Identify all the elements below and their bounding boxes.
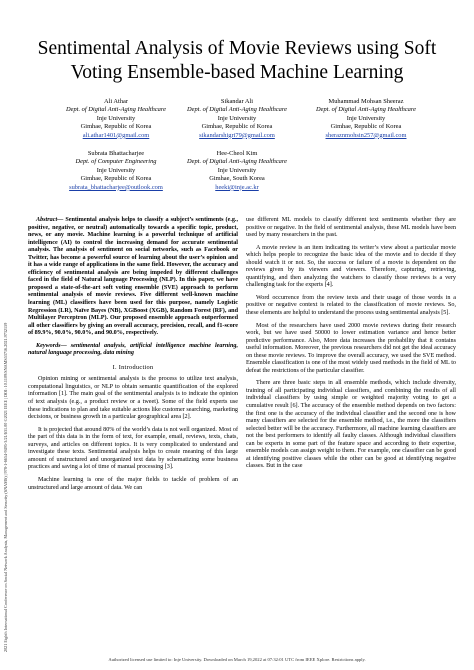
author-location: Gimhae, Republic of Korea <box>80 175 152 183</box>
author-university: Inje University <box>217 114 257 122</box>
author-university: Inje University <box>96 114 136 122</box>
body-paragraph: Word occurrence from the review texts and their usage of those words in a positive or negative context is related to the classification of movie reviews. So, these elements are helpful to understand the process using sentimental analysis [5]. <box>246 294 456 317</box>
author-location: Gimhae, Republic of Korea <box>80 123 152 131</box>
body-paragraph: Opinion mining or sentimental analysis is the process to utilize text analysis, computational linguistics, or NLP to obtain semantic quantification of the explored information [1]. The main goal of the sentimental analysis is to indicate the opinion of text analysis (e.g., a product review or a tweet). Some of the field experts use these indications to plan and take suitable actions like customer searching, marketing decisions, or business growth in a particular geographical area [2]. <box>28 376 238 421</box>
author-email-link[interactable]: subrata_bhattacharjee@outlook.com <box>69 183 163 191</box>
author-university: Inje University <box>96 166 136 174</box>
author-location: Gimhae, South Korea <box>209 175 265 183</box>
abstract-lead: Abstract— <box>36 217 64 223</box>
author-block <box>167 150 307 192</box>
paper-title: Sentimental Analysis of Movie Reviews using Soft Voting Ensemble-based Machine Learning <box>37 38 437 83</box>
body-paragraph: Machine learning is one of the major fields to tackle of problem of an unstructured and large amount of data. We can <box>28 476 238 491</box>
author-block <box>46 98 186 140</box>
author-location: Gimhae, Republic of Korea <box>201 123 273 131</box>
body-paragraph: A movie review is an item indicating its writer’s view about a particular movie which helps people to recognize the basic idea of the movie and to decide if they should watch it or not. So, the success or failure of a movie is dependent on the reviews given by its viewers and viewers. Therefore, capturing, retrieving, quantifying, and then analyzing the watchers to classify those reviews is a very challenging task for the experts [4]. <box>246 244 456 289</box>
body-paragraph: It is projected that around 80% of the world’s data is not well organized. Most of the part of this data is in the form of text, for example, email, reviews, texts, chats, surveys, and articles on different topics. It is very complicated to understand and investigate these texts. Sentimental analysis helps to create meaning of this large amount of unstructured and unorganized text data by schematizing some business practices and saving a lot of time of manual processing [3]. <box>28 426 238 471</box>
author-dept: Dept. of Digital Anti-Aging Healthcare <box>316 106 416 114</box>
author-dept: Dept. of Digital Anti-Aging Healthcare <box>66 106 166 114</box>
keywords-text: sentimental analysis, artificial intelligence machine learning, natural language processing, data mining <box>28 342 238 357</box>
body-paragraph: use different ML models to classify different text sentiments whether they are positive or negative. In the field of sentimental analysis, these ML models have been used by many researchers in the past. <box>246 217 456 239</box>
author-block <box>46 150 186 192</box>
author-block <box>167 98 307 140</box>
author-name: Ali Athar <box>104 98 128 105</box>
author-name: Subrata Bhattacharjee <box>87 150 145 157</box>
body-paragraph: Most of the researchers have used 2000 movie reviews during their research work, but we have used 50000 to lower estimation variance and hence better predictive performance. Also, More data increases the probability that it contains useful information. Moreover, the previous researchers did not get the ideal accuracy on these movie reviews. To improve the overall accuracy, we used the SVE method. Ensemble classification is one of the most widely used methods in the field of ML to defeat the restrictions of the particular classifier. <box>246 322 456 374</box>
author-dept: Dept. of Digital Anti-Aging Healthcare <box>187 106 287 114</box>
author-dept: Dept. of Computer Engineering <box>75 158 157 166</box>
footer-license-note: Authorized licensed use limited to: Inje University. Downloaded on March 19,2022 at 07:32:01 UTC from IEEE Xplore. Restrictions apply. <box>108 657 366 662</box>
author-email-link[interactable]: sikandarshigri79@gmail.com <box>199 131 275 139</box>
section-heading: I. Introduction <box>112 363 154 371</box>
author-university: Inje University <box>346 114 386 122</box>
author-email-link[interactable]: ali.athar1401@gmail.com <box>82 131 150 139</box>
keywords-lead: Keywords— <box>36 342 67 349</box>
author-dept: Dept. of Digital Anti-Aging Healthcare <box>187 158 287 166</box>
author-university: Inje University <box>217 166 257 174</box>
author-name: Sikandar Ali <box>220 98 254 105</box>
abstract <box>28 217 238 338</box>
body-paragraph: There are three basic steps in all ensemble methods, which include diversity, training of all participating individual classifiers, and combining the results of all individual classifiers by using simple or weighted majority voting to get a cumulative result [6]. The accuracy of the ensemble method depends on two factors: the first one is the accuracy of the individual classifier and the second one is how many classifiers are selected for the ensemble method, i.e., the more the classifiers selected better will be the accuracy. Furthermore, all machine learning classifiers are not the best performers to identify all faulty classes. Although individual classifiers can be experts in some part of the feature space and according to their expertise, ensemble models can assign weight to them. For example, one classifier can be good at identifying positive classes while the other can be good at identifying negative classes. But in the case <box>246 380 456 470</box>
author-block <box>296 98 436 140</box>
author-name: Hee-Cheol Kim <box>216 150 258 157</box>
author-email-link[interactable]: sheraznmohsin257@gmail.com <box>325 131 407 139</box>
side-copyright-note: 2021 Eighth International Conference on Social Network Analysis, Management and Security (SNAMS) | 978-1-6654-9495-3/21/$31.00 ©2021 IEEE | DOI: 10.1109/SNAMS53716.2021.9732159 <box>3 322 8 652</box>
author-email-link[interactable]: heeki@inje.ac.kr <box>215 183 259 191</box>
keywords <box>28 343 238 358</box>
author-name: Muhammad Mohsan Sheeraz <box>328 98 404 105</box>
left-column <box>28 217 238 495</box>
right-column <box>246 217 456 473</box>
author-location: Gimhae, Republic of Korea <box>330 123 402 131</box>
abstract-text: Sentimental analysis helps to classify a subject’s sentiments (e.g., positive, negative, or neutral) automatically towards a specific topic, product, news, or any movie. Machine learning is a powerful technique of artificial intelligence (AI) to control the increasing demand for accurate sentimental analysis. The analysis of sentiment on social networks, such as Facebook or Twitter, has become a powerful source of learning about the user’s opinion and it has a wide range of applications in the same field. However, the accuracy and efficiency of sentimental analysis are being impeded by different challenges faced in the field of Natural language Processing (NLP). In this paper, we have proposed a state-of-the-art soft voting ensemble (SVE) approach to perform sentimental analysis of movie reviews. Five different well-known machine learning (ML) classifiers have been used for this purpose, namely Logistic Regression (LR), Naïve Bayes (NB), XGBoost (XGB), Random Forest (RF), and Multilayer Perceptron (MLP). Our proposed ensemble approach outperformed all other classifiers by giving an overall accuracy, precision, recall, and f1-score of 89.9%, 90.0%, 90.0%, and 90.0%, respectively. <box>28 217 238 337</box>
